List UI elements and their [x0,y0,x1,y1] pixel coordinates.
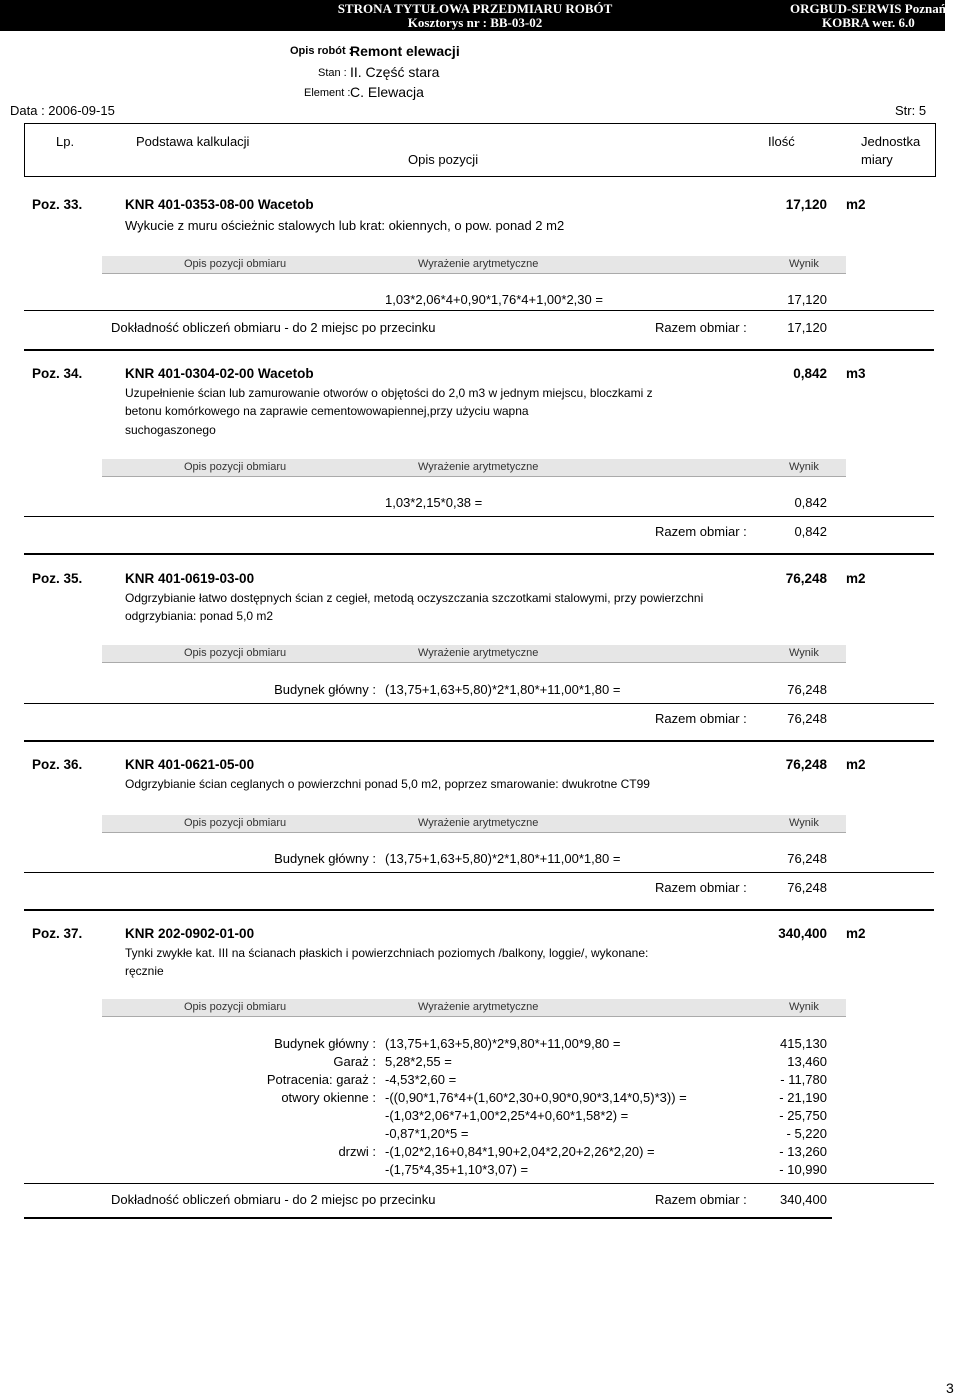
position-unit: m2 [846,571,866,586]
total-label: Razem obmiar : [655,320,747,335]
col-jednostka: Jednostka [861,134,921,149]
measure-result: 76,248 [787,851,827,866]
divider [24,516,934,517]
company-name: ORGBUD-SERWIS Poznań [790,1,946,16]
total-label: Razem obmiar : [655,711,747,726]
position-unit: m2 [846,926,866,941]
total-value: 0,842 [794,524,827,539]
measure-expression: 1,03*2,15*0,38 = [385,495,483,510]
measure-header: Opis pozycji obmiaru Wyrażenie arytmetyczne Wynik [102,645,846,663]
measure-label: Budynek główny : [274,682,376,697]
opis-robot-value: Remont elewacji [350,43,460,59]
divider [24,872,934,873]
measure-result: - 13,260 [779,1144,827,1159]
measure-expression: -(1,03*2,06*7+1,00*2,25*4+0,60*1,58*2) = [385,1108,629,1123]
measure-label: otwory okienne : [281,1090,376,1105]
measure-expression: -0,87*1,20*5 = [385,1126,469,1141]
position-description-line: suchogaszonego [125,423,216,437]
divider [24,310,934,311]
measure-result: 0,842 [794,495,827,510]
position-number: Poz. 33. [32,197,83,212]
measure-expression: -((0,90*1,76*4+(1,60*2,30+0,90*0,90*3,14*0,5)*3)) = [385,1090,687,1105]
measure-result: - 11,780 [780,1072,827,1087]
col-miary: miary [861,152,893,167]
position-description-line: Tynki zwykłe kat. III na ścianach płaskich i powierzchniach poziomych /balkony, loggie/, wykonane: [125,946,649,960]
measure-label: Budynek główny : [274,1036,376,1051]
precision-note: Dokładność obliczeń obmiaru - do 2 miejsc po przecinku [111,320,436,335]
element-value: C. Elewacja [350,84,424,100]
measure-header: Opis pozycji obmiaru Wyrażenie arytmetyczne Wynik [102,815,846,833]
measure-result: - 21,190 [779,1090,827,1105]
col-lp: Lp. [56,134,75,149]
measure-result: - 25,750 [779,1108,827,1123]
measure-label: Garaż : [333,1054,376,1069]
col-opis: Opis pozycji [408,152,479,167]
position-quantity: 76,248 [785,571,827,586]
report-title: STRONA TYTUŁOWA PRZEDMIARU ROBÓT [337,1,613,16]
report-date: Data : 2006-09-15 [10,103,115,118]
position-number: Poz. 37. [32,926,83,941]
position-code: KNR 401-0621-05-00 [125,757,255,772]
measure-result: - 5,220 [786,1126,827,1141]
position-separator [24,349,934,351]
software-version: KOBRA wer. 6.0 [822,15,915,30]
total-value: 340,400 [780,1192,827,1207]
position-description-line: ręcznie [125,964,164,978]
opis-robot-label: Opis robót : [290,45,353,57]
total-label: Razem obmiar : [655,1192,747,1207]
position-separator [24,1217,832,1219]
position-description-line: Uzupełnienie ścian lub zamurowanie otworów o objętości do 2,0 m3 w jednym miejscu, bloczkami z [125,386,653,400]
position-separator [24,740,934,742]
measure-header: Opis pozycji obmiaru Wyrażenie arytmetyczne Wynik [102,999,846,1017]
position-code: KNR 401-0619-03-00 [125,571,255,586]
stan-label: Stan : [318,67,347,79]
position-number: Poz. 34. [32,366,83,381]
measure-expression: (13,75+1,63+5,80)*2*1,80*+11,00*1,80 = [385,851,621,866]
total-label: Razem obmiar : [655,524,747,539]
position-code: KNR 401-0353-08-00 Wacetob [125,197,314,212]
position-code: KNR 401-0304-02-00 Wacetob [125,366,314,381]
column-header [24,123,936,177]
total-value: 76,248 [787,711,827,726]
measure-result: - 10,990 [779,1162,827,1177]
estimate-number: Kosztorys nr : BB-03-02 [407,15,543,30]
position-description-line: Odgrzybianie łatwo dostępnych ścian z cegieł, metodą oczyszczania szczotkami stalowymi, przy powierzchni [125,591,704,605]
measure-label: Potracenia: garaż : [266,1072,376,1087]
position-description-line: Odgrzybianie ścian ceglanych o powierzchni ponad 5,0 m2, poprzez smarowanie: dwukrotne CT99 [125,777,650,791]
measure-result: 13,460 [787,1054,827,1069]
measure-expression: 5,28*2,55 = [385,1054,452,1069]
divider [24,703,934,704]
measure-expression: -(1,75*4,35+1,10*3,07) = [385,1162,529,1177]
position-unit: m2 [846,757,866,772]
position-description-line: betonu komórkowego na zaprawie cementowowapiennej,przy użyciu wapna [125,404,529,418]
page-label: Str: 5 [895,103,927,118]
total-value: 76,248 [787,880,827,895]
top-bar [0,0,945,31]
position-code: KNR 202-0902-01-00 [125,926,255,941]
position-description-line: odgrzybiania: ponad 5,0 m2 [125,609,274,623]
total-value: 17,120 [787,320,827,335]
measure-result: 415,130 [780,1036,827,1051]
position-number: Poz. 36. [32,757,83,772]
position-separator [24,909,934,911]
measure-result: 17,120 [787,292,827,307]
page-number: 3 [946,1380,954,1396]
position-quantity: 340,400 [778,926,827,941]
total-label: Razem obmiar : [655,880,747,895]
measure-header: Opis pozycji obmiaru Wyrażenie arytmetyczne Wynik [102,459,846,477]
measure-label: Budynek główny : [274,851,376,866]
col-ilosc: Ilość [768,134,795,149]
measure-label: drzwi : [338,1144,376,1159]
position-quantity: 17,120 [785,197,827,212]
position-number: Poz. 35. [32,571,83,586]
measure-expression: -4,53*2,60 = [385,1072,457,1087]
position-description: Wykucie z muru ościeżnic stalowych lub krat: okiennych, o pow. ponad 2 m2 [125,218,565,233]
measure-header: Opis pozycji obmiaru Wyrażenie arytmetyczne Wynik [102,256,846,274]
measure-expression: 1,03*2,06*4+0,90*1,76*4+1,00*2,30 = [385,292,603,307]
measure-expression: (13,75+1,63+5,80)*2*9,80*+11,00*9,80 = [385,1036,621,1051]
position-quantity: 76,248 [785,757,827,772]
position-separator [24,553,934,555]
measure-expression: (13,75+1,63+5,80)*2*1,80*+11,00*1,80 = [385,682,621,697]
position-quantity: 0,842 [793,366,827,381]
measure-result: 76,248 [787,682,827,697]
element-label: Element : [304,87,351,99]
position-unit: m2 [846,197,866,212]
col-podstawa: Podstawa kalkulacji [136,134,250,149]
measure-expression: -(1,02*2,16+0,84*1,90+2,04*2,20+2,26*2,20) = [385,1144,655,1159]
precision-note: Dokładność obliczeń obmiaru - do 2 miejsc po przecinku [111,1192,436,1207]
stan-value: II. Część stara [350,64,440,80]
position-unit: m3 [846,366,866,381]
divider [24,1183,934,1184]
